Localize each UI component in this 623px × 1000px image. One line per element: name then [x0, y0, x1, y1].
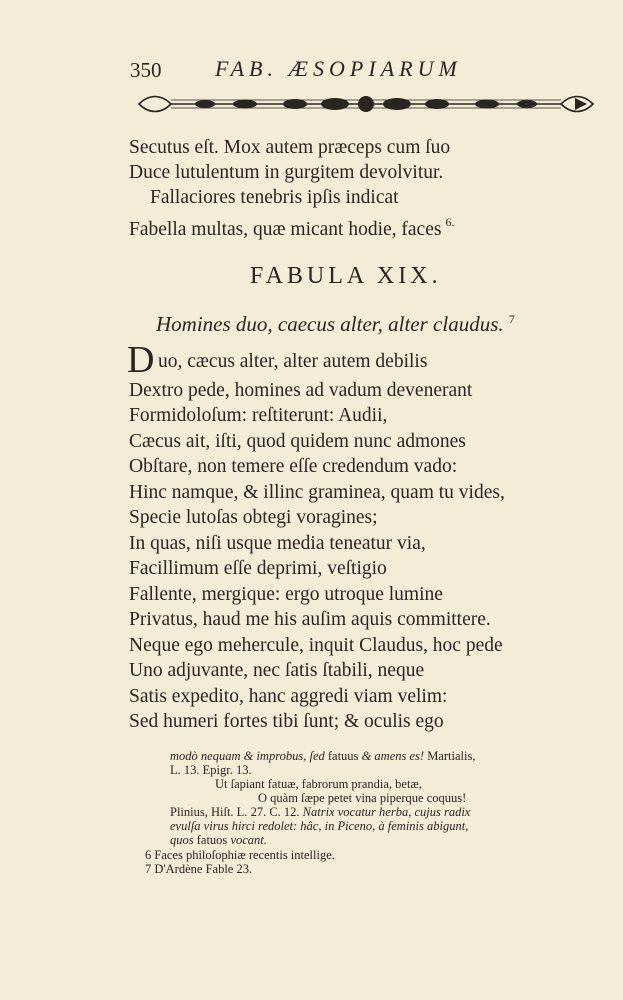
verse-line: Formidoloſum: reſtiterunt: Audii,: [129, 405, 388, 426]
verse-line: Satis expedito, hanc aggredi viam velim:: [129, 686, 448, 707]
footnote-text: Plinius, Hiſt. L. 27. C. 12.: [170, 805, 300, 819]
verse-line: Secutus eſt. Mox autem præceps cum ſuo: [129, 137, 451, 158]
verse-line: Facillimum eſſe deprimi, veſtigio: [129, 558, 387, 579]
footnote-line: O quàm ſæpe petet vina piperque coquus!: [258, 791, 467, 805]
verse-line: Privatus, haud me his auſim aquis committere.: [129, 609, 491, 630]
footnote-text: fatuus: [327, 749, 359, 763]
footnote-line: [170, 834, 267, 847]
footnote-italic: ſed: [309, 749, 325, 763]
footnote-7: 7 D'Ardène Fable 23.: [145, 862, 253, 876]
footnote-text: fatuos: [196, 833, 228, 847]
verse-line: In quas, niſi usque media teneatur via,: [129, 533, 426, 554]
footnote-6: 6 Faces philoſophiæ recentis intellige.: [145, 848, 335, 862]
verse-line: Dextro pede, homines ad vadum devenerant: [129, 380, 473, 401]
footnote-text: Martialis,: [427, 749, 476, 763]
verse-text: Fabella multas, quæ micant hodie, faces: [129, 219, 442, 240]
footnote-italic: & amens es!: [361, 749, 425, 763]
fable-subtitle: [156, 312, 515, 337]
footnote-italic: Natrix vocatur herba, cujus radix: [302, 805, 471, 819]
verse-line: Cæcus ait, iſti, quod quidem nunc admones: [129, 431, 466, 452]
footnote-italic: vocant.: [230, 833, 267, 847]
verse-line: Neque ego mehercule, inquit Claudus, hoc pede: [129, 635, 503, 656]
verse-line: Fallaciores tenebris ipſis indicat: [150, 187, 399, 208]
footnote-italic: quos: [170, 833, 194, 847]
footnote-line: [170, 820, 468, 833]
footnote-line: L. 13. Epigr. 13.: [170, 763, 252, 777]
subtitle-text: Homines duo, caecus alter, alter claudus.: [156, 312, 504, 336]
verse-line-first: uo, cæcus alter, alter autem debilis: [158, 351, 428, 372]
page-number: 350: [130, 58, 162, 82]
drop-cap: D: [127, 339, 155, 381]
verse-line: Sed humeri fortes tibi ſunt; & oculis ego: [129, 711, 444, 732]
verse-line: Uno adjuvante, nec ſatis ſtabili, neque: [129, 660, 425, 681]
verse-line: Hinc namque, & illinc graminea, quam tu vides,: [129, 482, 505, 503]
verse-line: Obſtare, non temere eſſe credendum vado:: [129, 456, 458, 477]
footnote-line: [170, 806, 470, 819]
footnote-line: Ut ſapiant fatuæ, fabrorum prandia, betæ,: [215, 777, 422, 791]
footnote-italic: evulſa virus hirci redolet: hâc, in Piceno, à feminis abigunt,: [170, 819, 469, 833]
note-marker: 6.: [445, 215, 455, 229]
verse-line-with-note: [129, 210, 454, 242]
subtitle-note-marker: 7: [508, 312, 515, 326]
verse-line: Specie lutoſas obtegi voragines;: [129, 507, 378, 528]
ornament-divider-icon: [135, 90, 597, 118]
verse-line: Fallente, mergique: ergo utroque lumine: [129, 584, 443, 605]
fable-title: FABULA XIX.: [250, 263, 442, 289]
running-title: FAB. ÆSOPIARUM: [215, 56, 462, 81]
verse-line: Duce lutulentum in gurgitem devolvitur.: [129, 162, 444, 183]
footnote-italic: modò nequam & improbus,: [170, 749, 307, 763]
footnote-line: [170, 750, 475, 763]
